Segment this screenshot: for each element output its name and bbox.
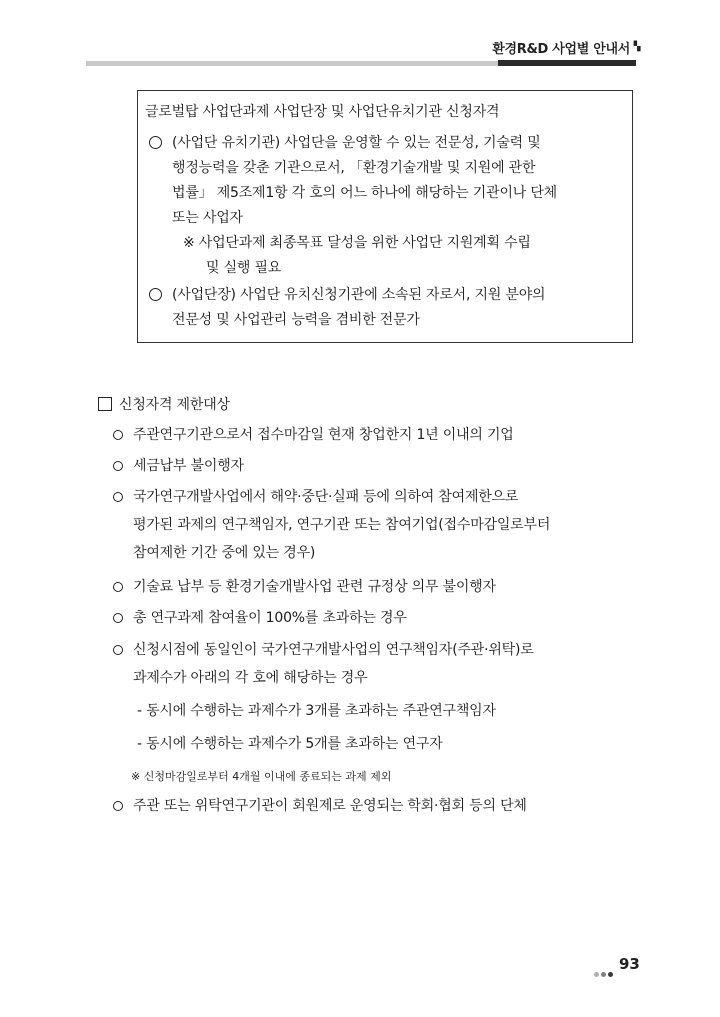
- header-rule-light: [86, 61, 498, 66]
- circle-bullet-icon: [113, 582, 123, 592]
- page-number: 93: [619, 955, 640, 973]
- restriction-item-6-line1: 신청시점에 동일인이 국가연구개발사업의 연구책임자(주관·위탁)로: [133, 642, 534, 658]
- restriction-item-4: 기술료 납부 등 환경기술개발사업 관련 규정상 의무 불이행자: [133, 579, 496, 595]
- restriction-item-7: 주관 또는 위탁연구기관이 회원제로 운영되는 학회·협회 등의 단체: [133, 798, 527, 814]
- section-heading: 신청자격 제한대상: [119, 397, 230, 413]
- box-item1-line1: (사업단 유치기관) 사업단을 운영할 수 있는 전문성, 기술력 및: [172, 135, 541, 151]
- footer-dots-icon: [594, 962, 615, 981]
- eligibility-box: [137, 90, 633, 343]
- sub-item-2: - 동시에 수행하는 과제수가 5개를 초과하는 연구자: [137, 736, 443, 752]
- circle-bullet-icon: [113, 461, 123, 471]
- circle-bullet-icon: [113, 801, 123, 811]
- circle-bullet-icon: [149, 136, 162, 149]
- restriction-item-5: 총 연구과제 참여율이 100%를 초과하는 경우: [133, 610, 407, 626]
- header-rule-dark: [498, 60, 636, 66]
- footer-dot-2: [601, 972, 606, 977]
- restriction-item-1: 주관연구기관으로서 접수마감일 현재 창업한지 1년 이내의 기업: [133, 427, 514, 443]
- restriction-item-3-line1: 국가연구개발사업에서 해약·중단·실패 등에 의하여 참여제한으로: [133, 489, 519, 505]
- restriction-item-2: 세금납부 불이행자: [133, 458, 244, 474]
- restriction-item-6-line2: 과제수가 아래의 각 호에 해당하는 경우: [133, 670, 368, 686]
- restriction-item-3-line3: 참여제한 기간 중에 있는 경우): [133, 545, 316, 561]
- running-header-title: 환경R&D 사업별 안내서: [492, 42, 630, 57]
- box-item1-line2: 행정능력을 갖춘 기관으로서, 「환경기술개발 및 지원에 관한: [172, 160, 536, 176]
- box-note-line1: ※ 사업단과제 최종목표 달성을 위한 사업단 지원계획 수립: [183, 235, 531, 251]
- circle-bullet-icon: [113, 645, 123, 655]
- footer-dot-1: [594, 972, 599, 977]
- small-note: ※ 신청마감일로부터 4개월 이내에 종료되는 과제 제외: [131, 770, 392, 783]
- box-item1-line4: 또는 사업자: [172, 210, 243, 226]
- circle-bullet-icon: [113, 430, 123, 440]
- circle-bullet-icon: [113, 613, 123, 623]
- circle-bullet-icon: [149, 288, 162, 301]
- circle-bullet-icon: [113, 492, 123, 502]
- box-item2-line2: 전문성 및 사업관리 능력을 겸비한 전문가: [172, 312, 420, 328]
- box-item1-line3: 법률」 제5조제1항 각 호의 어느 하나에 해당하는 기관이나 단체: [172, 185, 557, 201]
- square-bullet-icon: [98, 397, 112, 411]
- box-item2-line1: (사업단장) 사업단 유치신청기관에 소속된 자로서, 지원 분야의: [172, 287, 546, 303]
- footer-dot-3: [608, 972, 613, 977]
- header-ornament-icon: ▝▖: [630, 42, 644, 52]
- restriction-item-3-line2: 평가된 과제의 연구책임자, 연구기관 또는 참여기업(접수마감일로부터: [133, 517, 551, 533]
- box-title: 글로벌탑 사업단과제 사업단장 및 사업단유치기관 신청자격: [145, 104, 500, 120]
- sub-item-1: - 동시에 수행하는 과제수가 3개를 초과하는 주관연구책임자: [137, 703, 496, 719]
- box-note-line2: 및 실행 필요: [206, 260, 282, 276]
